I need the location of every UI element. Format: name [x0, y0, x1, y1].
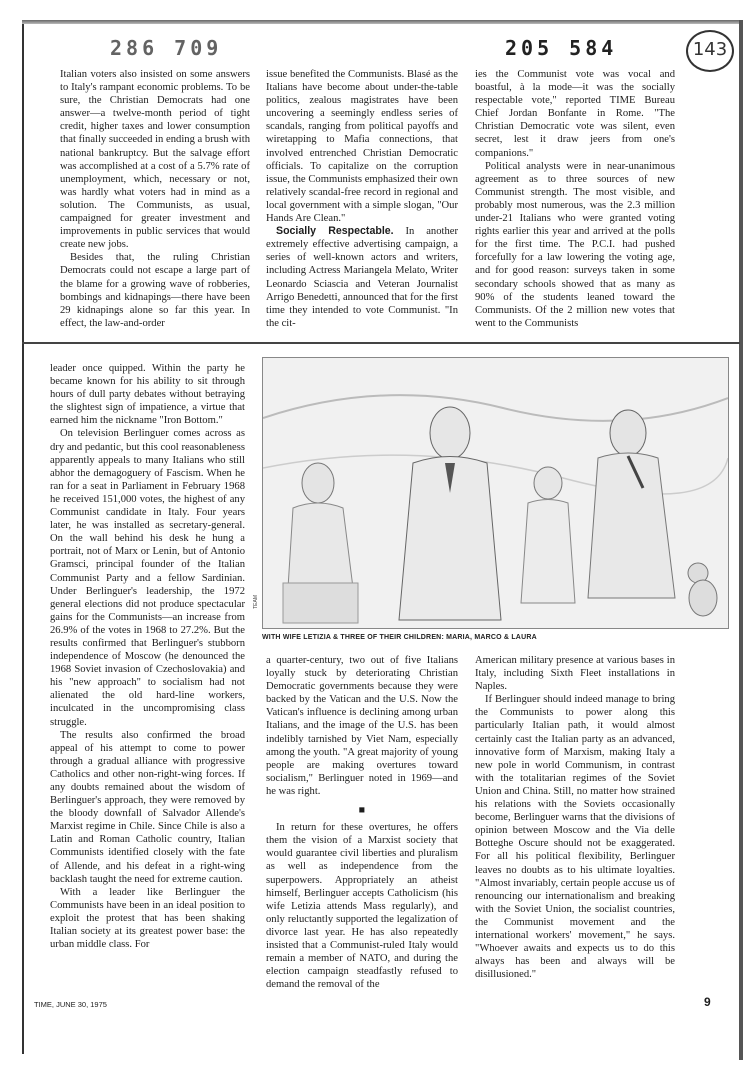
section-divider: [22, 342, 740, 344]
paragraph: American military presence at various bases in Italy, including Sixth Fleet installations in Naples.: [475, 655, 675, 693]
paragraph: leader once quipped. Within the party he became known for his ability to sit through hours of dull party debates without betraying the slightest sign of impatience, a virtue that earned him the nickname "Iron Bottom.": [50, 363, 245, 427]
bottom-column-1: [50, 362, 245, 951]
subheading: Socially Respectable.: [276, 225, 394, 238]
top-column-3: [475, 68, 675, 330]
page-number: 9: [704, 995, 711, 1009]
paragraph: With a leader like Berlinguer the Communists have been in an ideal position to exploit the protest that has been shaking Italian society at its greatest power base: the urban middle class. For: [50, 886, 245, 951]
paragraph: issue benefited the Communists. Blasé as the Italians have become about under-the-table politics, zealous magistrates have been uncovering a seemingly endless series of scandals, ranging from political payoffs and wiretapping to Mafia connections, that involved entrenched Christian Democratic officials. To capitalize on the corruption issue, the Communists emphasized their own relatively scandal-free record in regional and local government with a simple slogan, "Our Hands Are Clean.": [266, 69, 458, 225]
photo-caption: WITH WIFE LETIZIA & THREE OF THEIR CHILDREN: MARIA, MARCO & LAURA: [262, 634, 537, 641]
serial-number-left: 286 709: [110, 36, 223, 60]
photo-credit: TEAM: [253, 595, 259, 609]
bottom-column-3: [475, 654, 675, 981]
paragraph: The results also confirmed the broad appeal of his attempt to come to power through a gradual alliance with progressive Catholics and other non-right-wing forces. If any doubts remained about the wisdom of Berlinguer's approach, they were removed by the bloody downfall of Salvador Allende's Marxist regime in Chile. Since Chile is also a Latin and Roman Catholic country, Italian Communists identified closely with the fate of Allende, and his defeat in a right-wing backlash taught the need for extreme caution.: [50, 729, 245, 885]
bottom-column-2: [266, 654, 458, 991]
top-column-2: [266, 68, 458, 330]
paragraph: Italian voters also insisted on some answers to Italy's rampant economic problems. To be sure, the Christian Democrats had one answer—a twelve-month period of tight credit, higher taxes and lower consumption that finally succeeded in ending a brush with national bankruptcy. But the salvage effort was accomplished at a cost of a 5.7% rate of unemployment, which, necessary or not, was hardly what voters had in mind as a solution. The Communists, as usual, campaigned for greater investment and improvements in public services that would create new jobs.: [60, 69, 250, 251]
paragraph: On television Berlinguer comes across as dry and pedantic, but this cool reasonableness apparently appeals to many Italians who still abhor the demagoguery of Fascism. When he ran for a seat in Parliament in February 1968 he received 151,000 votes, the highest of any Communist candidate in Italy. Four years later, he was installed as secretary-general. On the wall behind his desk he hung a portrait, not of Marx or Lenin, but of Antonio Gramsci, principal founder of the Italian Communist Party and a fellow Sardinian. Under Berlinguer's leadership, the 1972 general elections did not produce spectacular gains for the Communists—an increase from 26.9% of the votes in 1968 to 27.2%. But the results confirmed that Berlinguer's stubborn independence of Moscow (he denounced the 1968 Soviet invasion of Czechoslovakia) and his "new approach" to socialism had not alienated the old hard-line workers, inculcated in the uncompromising class struggle.: [50, 428, 245, 728]
paragraph: a quarter-century, two out of five Italians loyally stuck by deteriorating Christian Democratic governments because they were backed by the Vatican and the U.S. Now the Vatican's influence is declining among urban Italians, and the image of the U.S. has been indelibly tarnished by Viet Nam, especially among the youth. "A great majority of young people are making overtures toward socialism," Berlinguer noted in 1969—and he was right.: [266, 655, 458, 797]
right-border: [739, 20, 743, 1060]
paragraph: In return for these overtures, he offers them the vision of a Marxist society that would guarantee civil liberties and pluralism as well as independence from the superpowers. Appropriately an atheist himself, Berlinguer accepts Catholicism (his wife Letizia attends Mass regularly), and only reluctantly supported the legalization of divorce last year. He has also repeatedly insisted that a Communist-ruled Italy would remain a member of NATO, and during the election campaign steadfastly refused to demand the removal of the: [266, 822, 458, 991]
top-column-1: [60, 68, 250, 330]
publication-footer: TIME, JUNE 30, 1975: [34, 1000, 107, 1009]
paragraph: In another extremely effective advertising campaign, a series of well-known actors and writers, including Actress Mariangela Melato, Writer Leonardo Sciascia and Veteran Journalist Arrigo Benedetti, announced that for the first time they intended to vote Communist. "In the cit-: [266, 226, 458, 329]
paragraph: If Berlinguer should indeed manage to bring the Communists to power along this particularly Italian path, it would almost certainly cast the Italian party as an advanced, innovative form of Marxism, making Italy a new pole in world Communism, in contrast with the totalitarian regimes of the Soviet Union and China. Still, no matter how strained his relations with the Soviets occasionally become, Berlinguer warns that the divisions of opinion between Moscow and the Via delle Botteghe Oscure should not be exaggerated. For all his political flexibility, Berlinguer leaves no doubts as to his ultimate loyalties. "Almost invariably, certain people accuse us of renouncing our internationalism and breaking with the Soviet Union, the socialist countries, the Communist movement and the international workers' movement," he says. "Whoever awaits and expects us to do this always has been and always will be disillusioned.": [475, 694, 675, 981]
paragraph: ies the Communist vote was vocal and boastful, à la mode—it was the socially respectable vote," reported TIME Bureau Chief Jordan Bonfante in Rome. "The Christian Democratic vote was silent, even secret, lest it draw jeers from one's companions.": [475, 69, 675, 159]
photo-illustration: [263, 358, 728, 628]
handwritten-page-number: 143: [686, 30, 734, 72]
section-bullet: ■: [358, 805, 366, 817]
family-photo: [262, 357, 729, 629]
paragraph: Political analysts were in near-unanimous agreement as to three sources of new Communist strength. The most visible, and probably most numerous, was the 2.3 million under-21 Italians who were granted voting rights earlier this year and arrived at the polls for the first time. The P.C.I. had pushed forcefully for a law lowering the voting age, and for good reason: surveys taken in some secondary schools showed that as many as 90% of the students leaned toward the Communists. Of the 2 million new votes that went to the Communists: [475, 160, 675, 329]
top-border: [22, 20, 740, 24]
paragraph: Besides that, the ruling Christian Democrats could not escape a large part of the blame for a growing wave of robberies, bombings and kidnapings—there have been 29 kidnapings alone so far this year. In effect, the law-and-order: [60, 252, 250, 329]
serial-number-right: 205 584: [505, 36, 618, 60]
